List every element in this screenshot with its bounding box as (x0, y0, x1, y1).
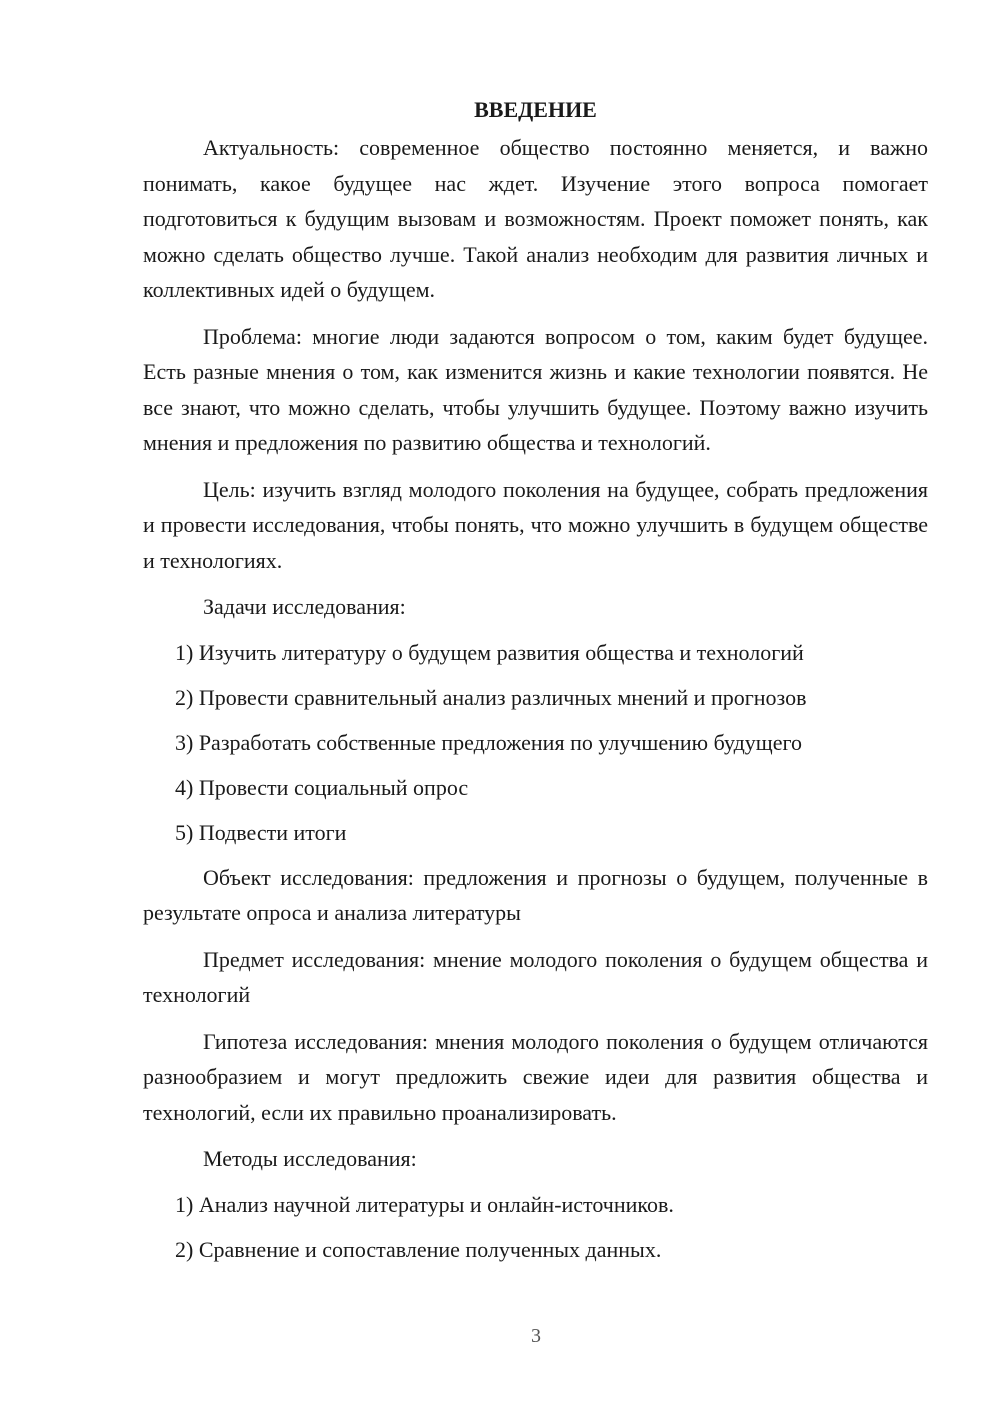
page-title: ВВЕДЕНИЕ (474, 97, 597, 122)
page-number: 3 (531, 1325, 541, 1347)
list-item: 1) Анализ научной литературы и онлайн-источников. (175, 1191, 674, 1217)
paragraph-relevance: Актуальность: современное общество постоянно меняется, и важно понимать, какое будущее нас ждет. Изучение этого вопроса помогает подготовиться к будущим вызовам и возможностям. Проект поможет понять, как можно сделать общество лучше. Такой анализ необходим для развития личных и коллективных идей о будущем. (143, 135, 928, 302)
paragraph-object: Объект исследования: предложения и прогнозы о будущем, полученные в результате опроса и анализа литературы (143, 864, 928, 925)
methods-list (143, 1187, 928, 1268)
paragraph-subject: Предмет исследования: мнение молодого поколения о будущем общества и технологий (143, 946, 928, 1007)
paragraph-goal: Цель: изучить взгляд молодого поколения на будущее, собрать предложения и провести исследования, чтобы понять, что можно улучшить в будущем обществе и технологиях. (143, 476, 928, 573)
tasks-list (143, 635, 928, 851)
methods-heading: Методы исследования: (203, 1146, 417, 1171)
list-item: 2) Провести сравнительный анализ различных мнений и прогнозов (175, 684, 807, 710)
paragraph-problem: Проблема: многие люди задаются вопросом о том, каким будет будущее. Есть разные мнения о том, как изменится жизнь и какие технологии появятся. Не все знают, что можно сделать, чтобы улучшить будущее. Поэтому важно изучить мнения и предложения по развитию общества и технологий. (143, 323, 928, 455)
tasks-heading: Задачи исследования: (203, 594, 406, 619)
list-item: 2) Сравнение и сопоставление полученных данных. (175, 1236, 662, 1262)
list-item: 3) Разработать собственные предложения по улучшению будущего (175, 729, 802, 755)
document-page (143, 92, 928, 1277)
list-item: 1) Изучить литературу о будущем развития общества и технологий (175, 639, 804, 665)
list-item: 5) Подвести итоги (175, 819, 347, 845)
paragraph-hypothesis: Гипотеза исследования: мнения молодого поколения о будущем отличаются разнообразием и могут предложить свежие идеи для развития общества и технологий, если их правильно проанализировать. (143, 1028, 928, 1125)
list-item: 4) Провести социальный опрос (175, 774, 469, 800)
